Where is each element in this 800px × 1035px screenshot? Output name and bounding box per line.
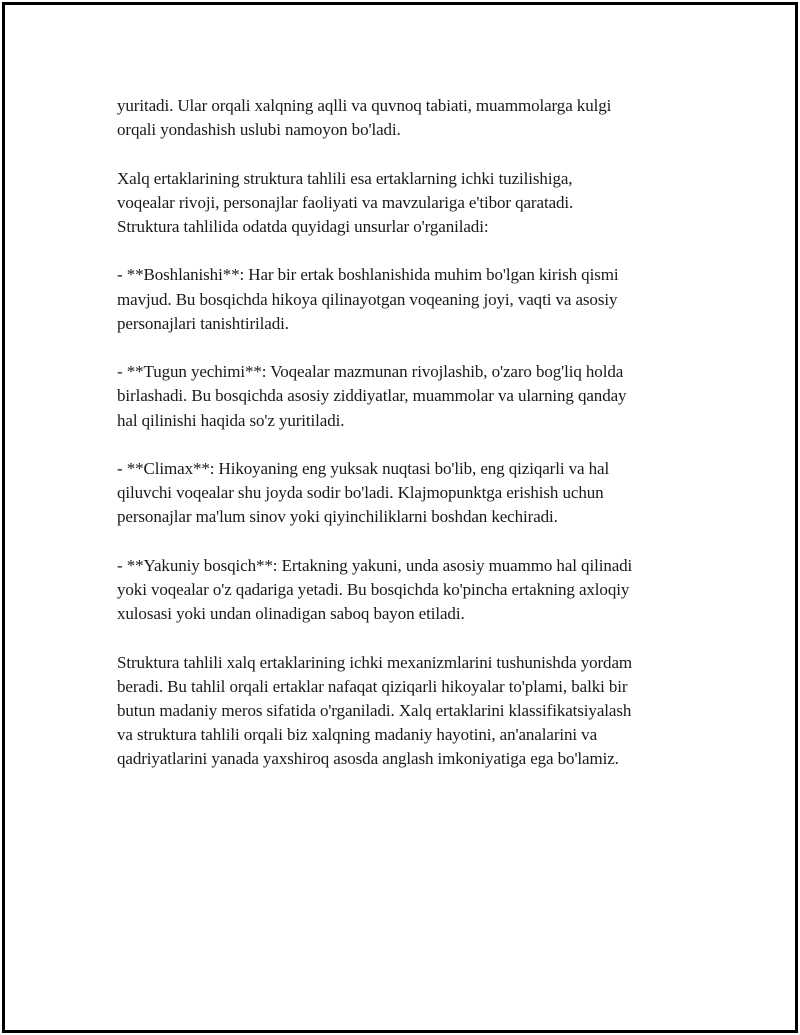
text-line: yoki voqealar o'z qadariga yetadi. Bu bosqichda ko'pincha ertakning axloqiy [117, 579, 630, 599]
text-line: orqali yondashish uslubi namoyon bo'ladi. [117, 120, 401, 140]
text-line: qadriyatlarini yanada yaxshiroq asosda anglash imkoniyatiga ega bo'lamiz. [117, 749, 619, 769]
text-line: Struktura tahlili xalq ertaklarining ichki mexanizmlarini tushunishda yordam [117, 652, 633, 672]
text-line: mavjud. Bu bosqichda hikoya qilinayotgan voqeaning joyi, vaqti va asosiy [117, 289, 618, 309]
text-line: beradi. Bu tahlil orqali ertaklar nafaqat qiziqarli hikoyalar to'plami, balki bir [117, 676, 628, 696]
text-line: personajlari tanishtiriladi. [117, 313, 289, 333]
document-body [117, 94, 697, 796]
text-line: qiluvchi voqealar shu joyda sodir bo'ladi. Klajmopunktga erishish uchun [117, 483, 604, 503]
text-line: xulosasi yoki undan olinadigan saboq bayon etiladi. [117, 604, 465, 624]
list-item-boshlanishi [117, 263, 697, 336]
paragraph-structure-analysis [117, 167, 697, 240]
text-line: personajlar ma'lum sinov yoki qiyinchiliklarni boshdan kechiradi. [117, 507, 558, 527]
text-line: Struktura tahlilida odatda quyidagi unsurlar o'rganiladi: [117, 217, 489, 236]
text-line: - **Climax**: Hikoyaning eng yuksak nuqtasi bo'lib, eng qiziqarli va hal [117, 458, 610, 478]
text-line: Xalq ertaklarining struktura tahlili esa ertaklarning ichki tuzilishiga, [117, 168, 573, 188]
list-item-yakuniy-bosqich [117, 554, 697, 627]
list-item-tugun-yechimi [117, 360, 697, 433]
paragraph-conclusion [117, 651, 697, 772]
text-line: butun madaniy meros sifatida o'rganiladi. Xalq ertaklarini klassifikatsiyalash [117, 700, 632, 720]
text-line: va struktura tahlili orqali biz xalqning madaniy hayotini, an'analarini va [117, 725, 598, 745]
text-line: - **Yakuniy bosqich**: Ertakning yakuni, unda asosiy muammo hal qilinadi [117, 555, 633, 575]
text-line: voqealar rivoji, personajlar faoliyati va mavzulariga e'tibor qaratadi. [117, 192, 574, 212]
text-line: birlashadi. Bu bosqichda asosiy ziddiyatlar, muammolar va ularning qanday [117, 386, 627, 406]
text-line: yuritadi. Ular orqali xalqning aqlli va quvnoq tabiati, muammolarga kulgi [117, 96, 612, 115]
text-line: - **Boshlanishi**: Har bir ertak boshlanishida muhim bo'lgan kirish qismi [117, 265, 619, 285]
list-item-climax [117, 457, 697, 530]
text-line: - **Tugun yechimi**: Voqealar mazmunan rivojlashib, o'zaro bog'liq holda [117, 362, 624, 382]
text-line: hal qilinishi haqida so'z yuritiladi. [117, 410, 345, 430]
paragraph-intro-continuation [117, 94, 697, 142]
